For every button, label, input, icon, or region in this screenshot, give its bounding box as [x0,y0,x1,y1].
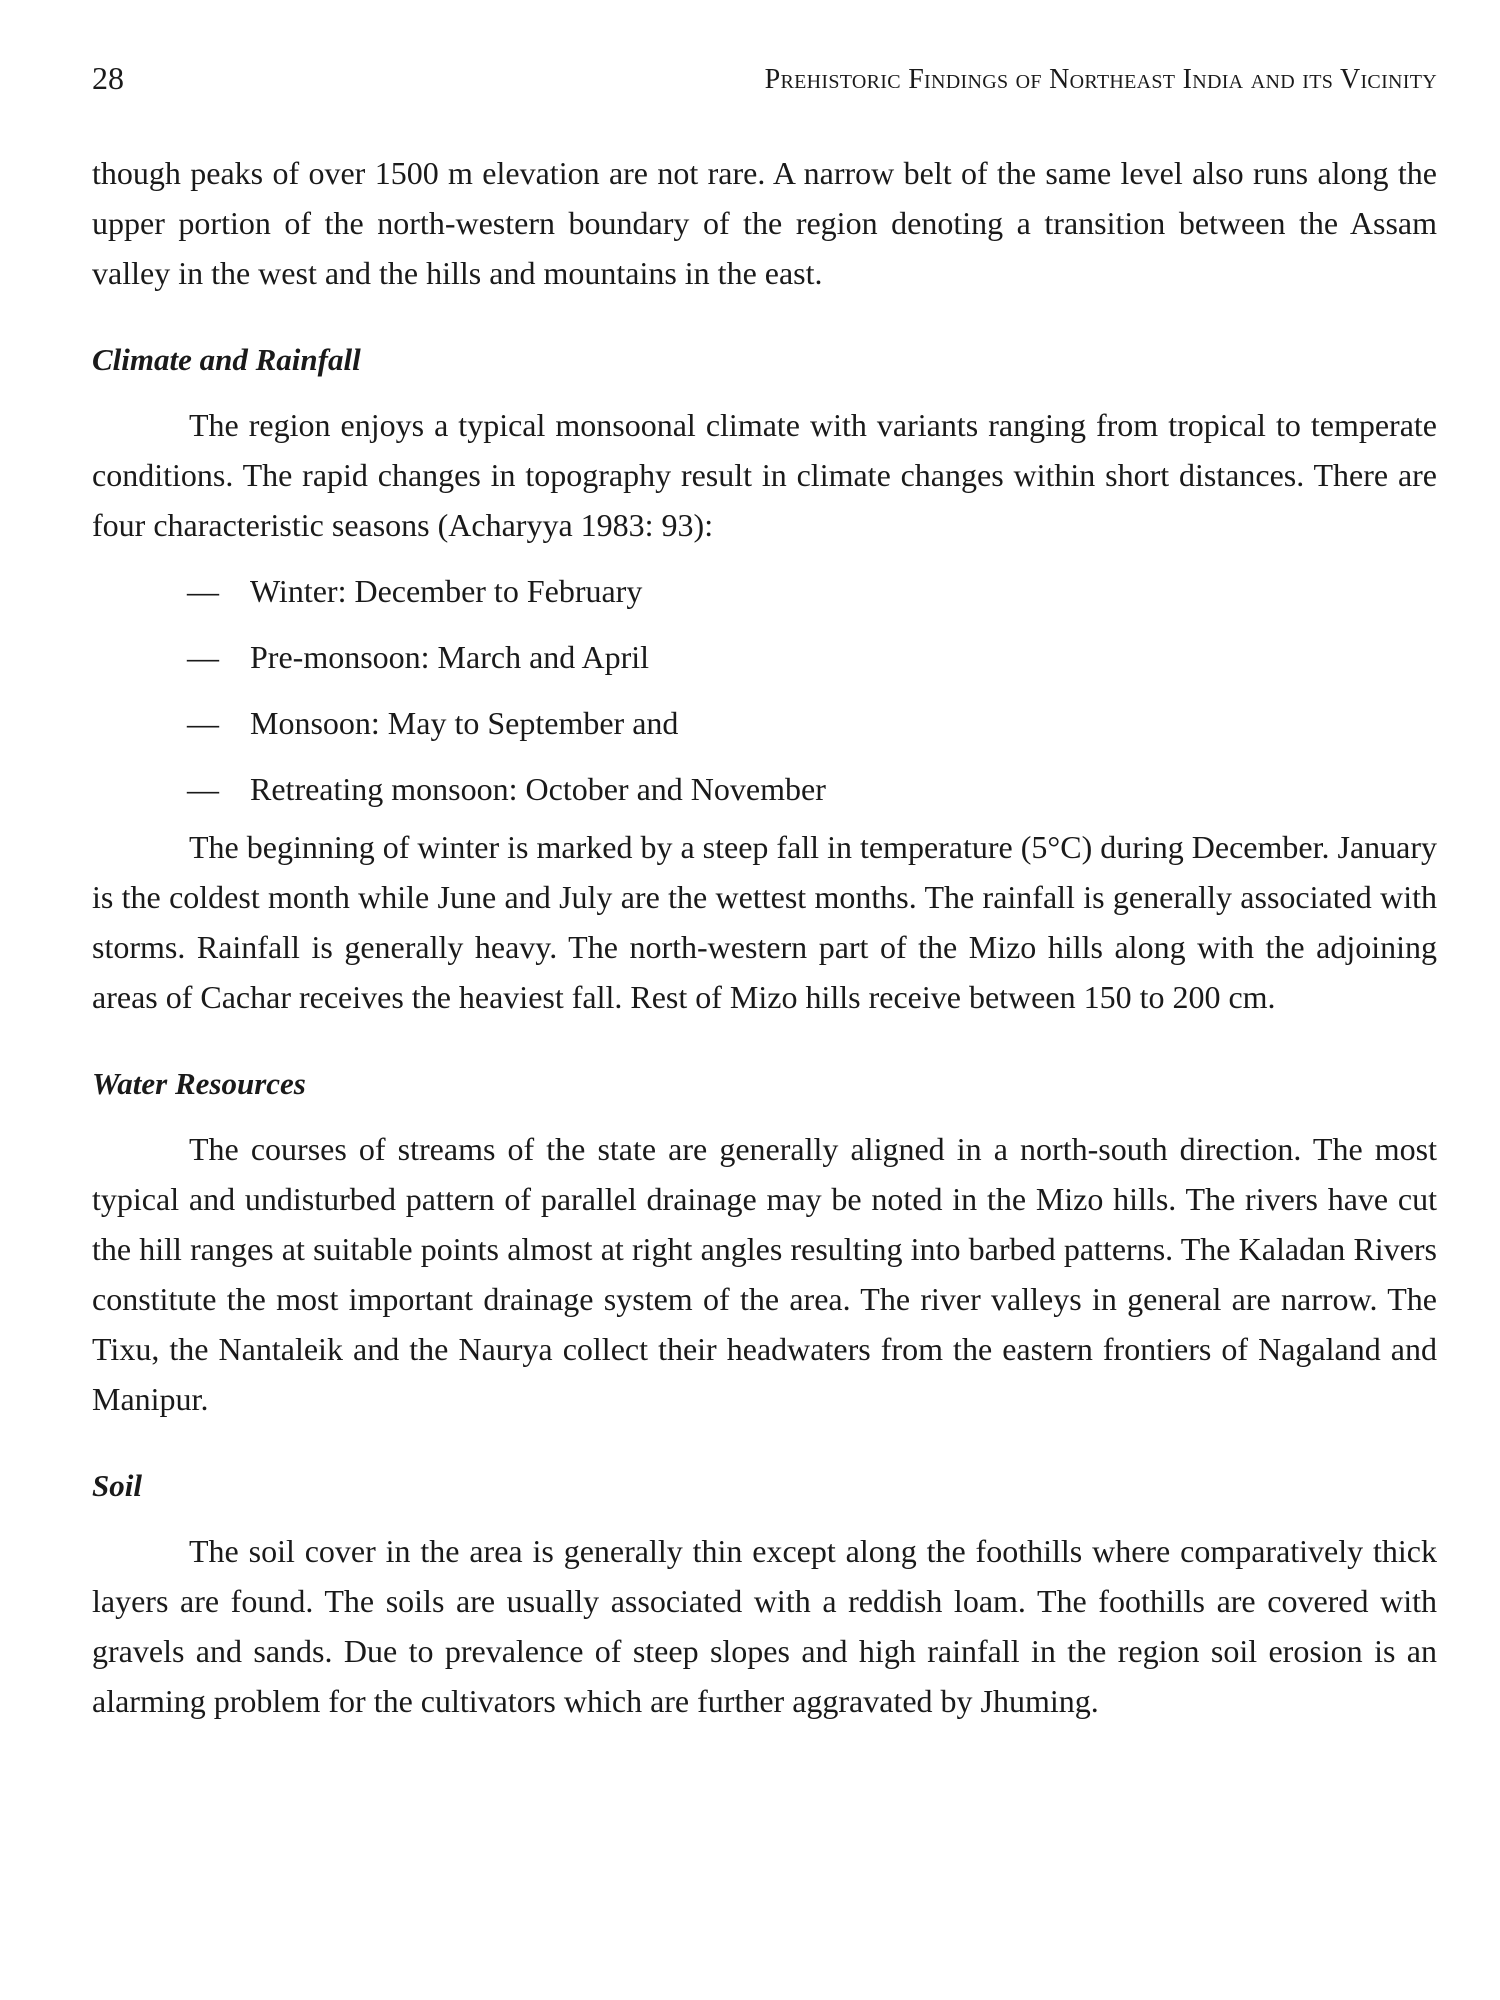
soil-heading: Soil [92,1468,142,1503]
season-text: Retreating monsoon: October and November [250,771,826,807]
soil-paragraph: The soil cover in the area is generally thin except along the foothills where comparatively thick layers are found. The soils are usually associated with a reddish loam. The foothills are covered with gravels and sands. Due to prevalence of steep slopes and high rainfall in the region soil erosion is an alarming problem for the cultivators which are further aggravated by Jhuming. [92,1533,1437,1719]
running-head: Prehistoric Findings of Northeast India and its Vicinity [764,64,1437,95]
page-body [92,148,1437,1726]
book-page [92,0,1437,2000]
water-heading: Water Resources [92,1066,306,1101]
list-item [187,624,1437,690]
climate-paragraph-1: The region enjoys a typical monsoonal climate with variants ranging from tropical to temperate conditions. The rapid changes in topography result in climate changes within short distances. There are four characteristic seasons (Acharyya 1983: 93): [92,407,1437,543]
list-item [187,558,1437,624]
page-header [92,58,1437,102]
dash-bullet: — [187,639,219,675]
season-text: Pre-monsoon: March and April [250,639,650,675]
season-text: Winter: December to February [250,573,643,609]
list-item [187,756,1437,822]
seasons-list [92,558,1437,822]
season-text: Monsoon: May to September and [250,705,679,741]
dash-bullet: — [187,771,219,807]
intro-paragraph: though peaks of over 1500 m elevation are not rare. A narrow belt of the same level also runs along the upper portion of the north-western boundary of the region denoting a transition between the Assam valley in the west and the hills and mountains in the east. [92,155,1437,291]
page-number: 28 [92,60,124,96]
dash-bullet: — [187,573,219,609]
dash-bullet: — [187,705,219,741]
climate-paragraph-2: The beginning of winter is marked by a steep fall in temperature (5°C) during December. January is the coldest month while June and July are the wettest months. The rainfall is generally associated with storms. Rainfall is generally heavy. The north-western part of the Mizo hills along with the adjoining areas of Cachar receives the heaviest fall. Rest of Mizo hills receive between 150 to 200 cm. [92,829,1437,1015]
climate-heading: Climate and Rainfall [92,342,361,377]
list-item [187,690,1437,756]
water-paragraph: The courses of streams of the state are generally aligned in a north-south direction. The most typical and undisturbed pattern of parallel drainage may be noted in the Mizo hills. The rivers have cut the hill ranges at suitable points almost at right angles resulting into barbed patterns. The Kaladan Rivers constitute the most important drainage system of the area. The river valleys in general are narrow. The Tixu, the Nantaleik and the Naurya collect their headwaters from the eastern frontiers of Nagaland and Manipur. [92,1131,1437,1417]
